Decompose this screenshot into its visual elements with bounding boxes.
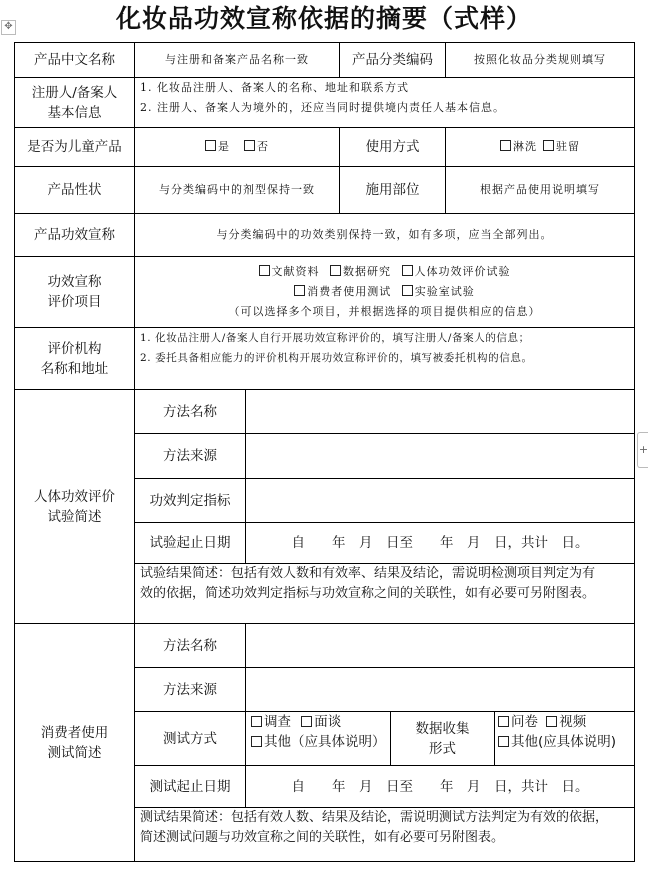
option-no[interactable]: 否 [244,137,269,157]
option-leave-on[interactable]: 驻留 [543,137,580,157]
registrant-info-line2: 2. 注册人、备案人为境外的，还应当同时提供境内责任人基本信息。 [140,101,505,114]
registrant-info-line1: 1. 化妆品注册人、备案人的名称、地址和联系方式 [140,81,409,94]
consumer-method-name-label: 方法名称 [163,637,217,654]
add-column-handle-icon[interactable]: + [637,432,648,468]
children-product-label: 是否为儿童产品 [27,139,122,155]
consumer-test-label-line1: 消费者使用 [40,724,109,741]
registrant-info-label [15,78,134,127]
application-site-value[interactable]: 根据产品使用说明填写 [480,183,600,196]
option-lab-test[interactable]: 实验室试验 [402,285,475,298]
human-criteria-label: 功效判定指标 [149,492,231,509]
efficacy-claim-label: 产品功效宣称 [34,227,115,243]
human-summary-line1: 试验结果简述：包括有效人数和有效率、结果及结论，需说明检测项目判定为有 [140,566,596,581]
human-summary[interactable] [140,564,634,623]
option-literature[interactable]: 文献资料 [259,265,320,278]
human-trial-label-line2: 试验简述 [47,508,102,525]
checkbox-questionnaire[interactable] [498,716,509,727]
option-video[interactable]: 视频 [546,714,586,730]
checkbox-data-research[interactable] [330,265,341,276]
option-interview[interactable]: 面谈 [301,714,341,730]
category-code-value[interactable]: 按照化妆品分类规则填写 [474,53,606,66]
checkbox-test-other[interactable] [251,736,262,747]
option-test-other[interactable]: 其他（应具体说明） [251,734,386,750]
evaluation-agency-value[interactable] [140,328,634,389]
option-data-research[interactable]: 数据研究 [330,265,391,278]
checkbox-survey[interactable] [251,716,262,727]
children-product-options [135,128,339,166]
human-date-value[interactable]: 自 年 月 日至 年 月 日，共计 日。 [291,535,589,551]
checkbox-collect-other[interactable] [498,736,509,747]
test-method-options [251,712,390,765]
evaluation-items-options [135,257,634,327]
option-questionnaire[interactable]: 问卷 [498,714,538,730]
evaluation-items-label [15,257,134,327]
option-survey[interactable]: 调查 [251,714,291,730]
checkbox-lab-test[interactable] [402,285,413,296]
registrant-info-value[interactable] [140,78,634,127]
evaluation-items-label-line2: 评价项目 [47,294,102,310]
option-human-trial[interactable]: 人体功效评价试验 [402,265,511,278]
agency-info-line1: 1. 化妆品注册人/备案人自行开展功效宣称评价的，填写注册人/备案人的信息； [140,332,530,344]
data-collection-label [391,712,494,765]
consumer-method-name-input[interactable] [246,624,634,667]
agency-info-line2: 2. 委托具备相应能力的评价机构开展功效宣称评价的，填写被委托机构的信息。 [140,352,533,364]
human-method-name-input[interactable] [246,390,634,433]
data-collection-options [498,712,634,765]
human-date-label: 试验起止日期 [149,535,231,551]
human-method-source-label: 方法来源 [163,448,217,464]
checkbox-video[interactable] [546,716,557,727]
option-consumer-test[interactable]: 消费者使用测试 [294,285,391,298]
human-criteria-input[interactable] [246,479,634,522]
consumer-summary[interactable] [140,808,634,861]
registrant-label-line2: 基本信息 [47,104,102,121]
evaluation-agency-label [15,328,134,389]
checkbox-leave-on[interactable] [543,140,554,151]
checkbox-no[interactable] [244,140,255,151]
checkbox-yes[interactable] [205,140,216,151]
product-name-label: 产品中文名称 [34,52,115,68]
consumer-test-section-label [15,624,134,861]
registrant-label-line1: 注册人/备案人 [31,84,118,101]
page-title: 化妆品功效宣称依据的摘要（式样） [115,4,532,33]
consumer-summary-line1: 测试结果简述：包括有效人数、结果及结论，需说明测试方法判定为有效的依据， [140,810,609,825]
option-yes[interactable]: 是 [205,137,230,157]
consumer-date-value[interactable]: 自 年 月 日至 年 月 日，共计 日。 [291,778,589,795]
efficacy-claim-value[interactable]: 与分类编码中的功效类别保持一致，如有多项，应当全部列出。 [216,228,553,241]
consumer-summary-line2: 简述测试问题与功效宣称之间的关联性，如有必要可另附图表。 [140,830,505,845]
test-method-label: 测试方式 [163,730,217,747]
usage-method-label: 使用方式 [365,139,420,155]
category-code-label: 产品分类编码 [352,52,433,68]
data-collection-label-line1: 数据收集 [415,720,470,737]
consumer-method-source-label: 方法来源 [163,681,217,698]
human-trial-section-label [15,390,134,623]
checkbox-consumer-test[interactable] [294,285,305,296]
consumer-method-source-input[interactable] [246,668,634,711]
human-method-source-input[interactable] [246,434,634,478]
application-site-label: 施用部位 [365,182,420,198]
table-move-handle-icon[interactable]: ✥ [1,20,16,35]
evaluation-items-label-line1: 功效宣称 [47,274,102,290]
human-method-name-label: 方法名称 [163,403,217,420]
option-rinse-off[interactable]: 淋洗 [500,137,537,157]
consumer-date-label: 测试起止日期 [149,778,231,795]
usage-method-options [446,128,634,166]
checkbox-interview[interactable] [301,716,312,727]
agency-label-line1: 评价机构 [47,340,102,357]
checkbox-rinse-off[interactable] [500,140,511,151]
product-name-value[interactable]: 与注册和备案产品名称一致 [165,53,309,66]
human-summary-line2: 效的依据，简述功效判定指标与功效宣称之间的关联性，如有必要可另附图表。 [140,586,596,601]
checkbox-literature[interactable] [259,265,270,276]
evaluation-items-note: （可以选择多个项目，并根据选择的项目提供相应的信息） [228,305,541,318]
checkbox-human-trial[interactable] [402,265,413,276]
human-trial-label-line1: 人体功效评价 [34,488,115,505]
option-collect-other[interactable]: 其他(应具体说明) [498,734,616,750]
data-collection-label-line2: 形式 [429,740,456,757]
product-form-value[interactable]: 与分类编码中的剂型保持一致 [159,183,315,196]
product-form-label: 产品性状 [47,182,102,198]
consumer-test-label-line2: 测试简述 [47,744,102,761]
agency-label-line2: 名称和地址 [40,360,109,377]
